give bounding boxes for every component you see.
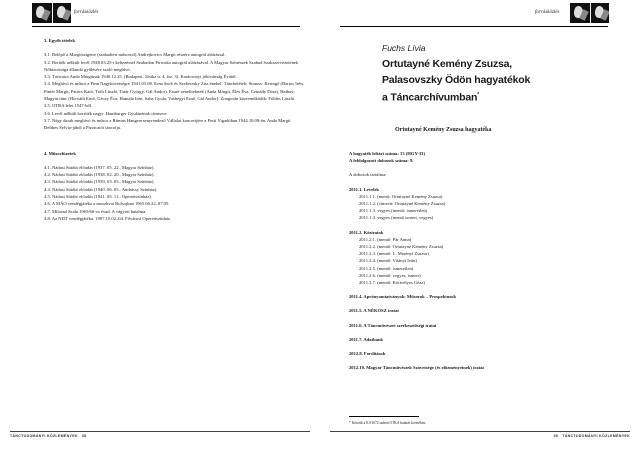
title-line: Ortutayné Kemény Zsuzsa, (382, 58, 512, 70)
section-heading: 2011.7. Adatbank (349, 336, 384, 342)
spacer (349, 300, 599, 307)
section-heading: 2012.10. Magyar Táncművészek Szövetsége (és előzményeinek) iratai (349, 365, 484, 371)
header-photo-image (53, 3, 71, 23)
list-item: 2011.2.3. (mentő: L. Merényi Zsuzsa) (359, 251, 429, 257)
footnote-mark: * (477, 92, 479, 98)
article-author: Fuchs Lívia (382, 43, 426, 53)
section-subheading: Ortutayné Kemény Zsuzsa hagyatéka (395, 127, 492, 133)
spacer (349, 357, 599, 364)
section-heading: 3. Egyéb tételek (44, 38, 76, 43)
page-number: 38 (81, 434, 87, 438)
spacer (349, 315, 599, 322)
list-item: 2011.1.2. (címzett: Ortutayné Kemény Zsuzsa) (359, 201, 446, 207)
spacer (349, 222, 599, 229)
list-item: 4.6. A MÁO vendégjátéka a moszkvai Bolsojban 1965.06.22–07.05. (44, 201, 170, 207)
spacer (349, 164, 599, 171)
list-item: 3.3. Táviratot Anda Margitnak 1940.12.25. (Budapest, Jósika u. 4. fsz. 3). Karácsonyi jókívánság Évától. (44, 74, 237, 80)
list-item: 2011.2.1. (mentő: Pár Anna) (359, 236, 412, 242)
list-item: 4.5. Nádasi Stúdió előadás (1941. 05. 11., Operettszínház). (44, 194, 153, 200)
spacer (349, 286, 599, 293)
spacer (349, 179, 599, 186)
spacer (44, 132, 304, 150)
list-item: 3.1. Belépő a Margitszigetre (szabadtéri műsorral) Andrejkovics Margit részére autográf aláírással. (44, 52, 226, 58)
spacer (349, 329, 599, 336)
footnote: * Készült a K 81672 számú OTKA kutatás keretében. (349, 421, 427, 425)
right-footer (330, 431, 630, 439)
list-item: 4.2. Nádasi Stúdió előadás (1938. 02. 20., Magyar Színház). (44, 172, 155, 178)
list-item: 3.4. Meghívó és műsor a Finn Nagykövetségre 1941.03.08. Erna Sack és Szekeresky Zita énekel. Táncbetétek: Strauss: Keringő (Bartos Irén, Pintér Margit, Patócs Kató, Tóth László, Tatár György, Gál Andor), Fauré zeneliteknek (Anda Margit, Éles Éva, Czinády Dóra), Haibay: Magyar tánc (Horváth Ernő, Géczy Éva, Hamala Irén, Saba Gyula, Vashegyi Ernő, Gál Andor). Zongorán közreműködik: Földes László. (44, 81, 304, 102)
footnote-rule (349, 416, 419, 417)
section-heading: 2011.2. Kéziratok (349, 229, 384, 235)
spacer (44, 44, 304, 51)
list-item: 4.3. Nádasi Stúdió előadás (1939. 03. 05., Magyar Színház). (44, 179, 155, 185)
list-item: 4.7. Milorad Szala 1965/66-os évad. A vágyott hatalma. (44, 208, 147, 214)
title-line: a Táncarchívumban* (382, 91, 479, 104)
list-item: 2011.2.5. (mentő: ismeretlen) (359, 265, 414, 271)
header-photo-image (32, 3, 52, 23)
left-text-column (44, 37, 304, 222)
page-number: 39 (553, 434, 559, 438)
article-title (382, 57, 602, 106)
section-label: forrásközlés (74, 10, 99, 15)
left-footer (10, 431, 310, 439)
list-item: 2011.1.3. vegyes (mentő: ismeretlen) (359, 208, 428, 214)
section-heading: 2011.4. Aprónyomtatványok: Műsorok – Prospektusok (349, 294, 457, 300)
section-heading: 2011.1. Levelek (349, 186, 379, 192)
list-item: 3.5. OTBA lelet 1947-ből. (44, 103, 93, 109)
right-text-column (349, 150, 599, 371)
header-photo-image (570, 3, 590, 23)
section-heading: A hagyaték leltári száma: 33 (HGY-33) (349, 151, 426, 156)
list-item: 2011.2.4. (mentő: Vitányi Iván) (359, 258, 417, 264)
section-label: forrásközlés (535, 10, 560, 15)
spacer (349, 343, 599, 350)
section-heading: A feldolgozott dobozok száma: 9. (349, 158, 414, 164)
list-item: 2011.1.1. (ment): Ortutayné Kemény Zsuzsa) (359, 193, 443, 199)
list-item: 2011.2.7. (mentő: Körtvélyes Géza) (359, 280, 425, 286)
header-rule (32, 26, 300, 27)
list-item: A dobozok tartalma: (349, 172, 387, 178)
list-item: 2011.1.4. vegyes (mentő ismert, vegyes) (359, 215, 434, 221)
list-item: 3.2. Beríték nélküli levél 1948.03.25-i keltezéssel Szabadon Pirroska autográf aláírásával. A Magyar Színészek Szabad Szakszervezetének Nőbizottsága állandó gyűlésére szóló meghívó. (44, 59, 299, 72)
section-heading: 2012.8. Fordítások (349, 351, 386, 357)
spacer (44, 157, 304, 164)
header-rule (340, 26, 608, 27)
journal-name: TÁNCTUDOMÁNYI KÖZLEMÉNYEK (10, 434, 78, 438)
section-heading: 4. Műsorfüzetek (44, 150, 76, 156)
header-photo-image (591, 3, 609, 23)
list-item: 4.4. Nádasi Stúdió előadás (1940. 06. 05., Andrássy Színház). (44, 186, 158, 192)
title-line: Palasovszky Ödön hagyatékok (382, 73, 531, 86)
section-heading: 2011.5. A NÉKOSZ iratai (349, 308, 399, 314)
list-item: 3.7. Négy darab meghívó és műsor a Ritmus Hangversenyrendező Vállalat koncertjére a Pesti Vigadóban 1944.10.08-án. Anda Margit Delibes Sylvia-jából a Pizzicatót táncolja. (44, 117, 291, 131)
journal-name: TÁNCTUDOMÁNYI KÖZLEMÉNYEK (562, 434, 630, 438)
list-item: 4.8. Az NDT vendégjátéka. 1987.10.02–04. Fővárosi Operettszínház. (44, 215, 172, 221)
list-item: 3.6. Levél nélküli borríték nagyr. Hamburger Gyulánénak címezve. (44, 110, 168, 116)
list-item: 2011.2.6. (mentő: vegyes, ismert) (359, 272, 421, 278)
list-item: 4.1. Nádasi Stúdió előadás (1937. 05. 22., Magyar Színház). (44, 164, 155, 170)
section-heading: 2011.6. A Táncművészet szerkesztőségi iratai (349, 322, 437, 328)
list-item: 2011.2.2. (mentő: Ortutayné Kemény Zsuzsa) (359, 244, 444, 250)
